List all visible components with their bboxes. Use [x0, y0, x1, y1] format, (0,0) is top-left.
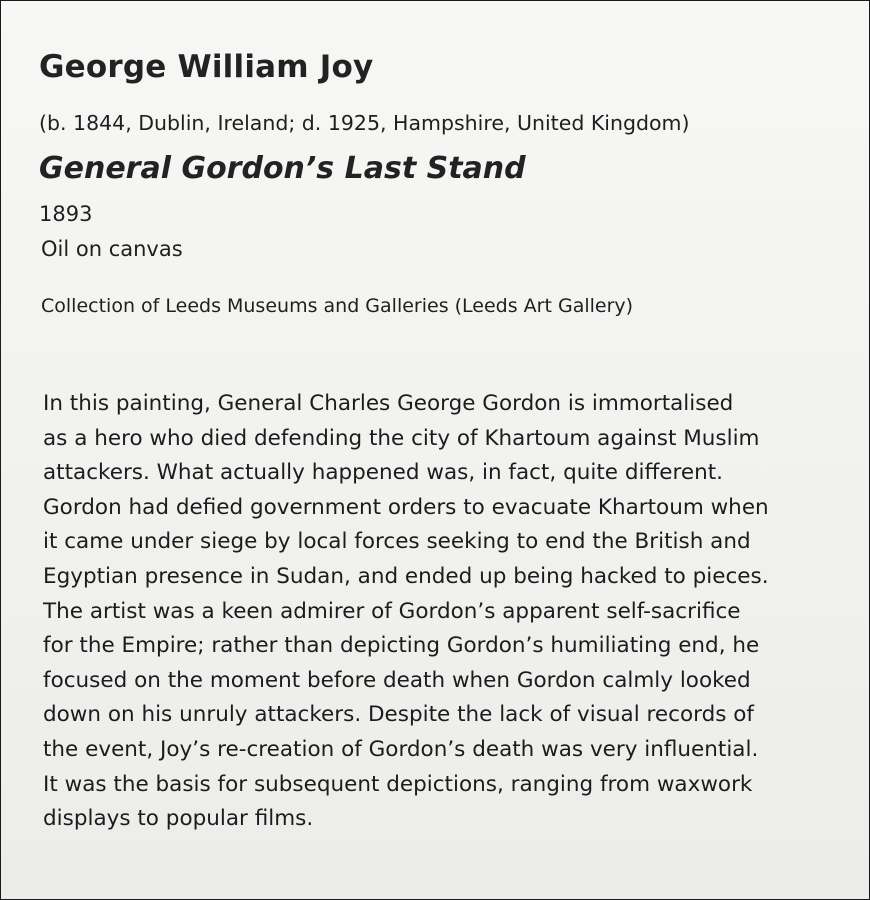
artwork-medium: Oil on canvas [41, 237, 183, 261]
artwork-description [43, 387, 769, 837]
artwork-title: General Gordon’s Last Stand [39, 151, 526, 186]
description-line: The artist was a keen admirer of Gordon’s apparent self-sacrifice [43, 598, 741, 624]
description-line: as a hero who died defending the city of Khartoum against Muslim [43, 425, 760, 451]
description-line: Gordon had defied government orders to evacuate Khartoum when [43, 494, 769, 520]
description-line: It was the basis for subsequent depictions, ranging from waxwork [43, 771, 753, 797]
description-line: the event, Joy’s re-creation of Gordon’s death was very influential. [43, 736, 759, 762]
description-line: for the Empire; rather than depicting Gordon’s humiliating end, he [43, 633, 760, 659]
description-line: displays to popular films. [43, 806, 314, 832]
description-line: it came under siege by local forces seeking to end the British and [43, 529, 751, 555]
description-line: focused on the moment before death when Gordon calmly looked [43, 667, 751, 693]
artwork-year: 1893 [39, 202, 93, 226]
description-line: attackers. What actually happened was, in fact, quite different. [43, 460, 723, 486]
artwork-collection: Collection of Leeds Museums and Galleries (Leeds Art Gallery) [41, 295, 634, 317]
description-line: Egyptian presence in Sudan, and ended up being hacked to pieces. [43, 563, 769, 589]
description-line: down on his unruly attackers. Despite the lack of visual records of [43, 702, 754, 728]
description-line: In this painting, General Charles George Gordon is immortalised [43, 391, 734, 416]
artist-lifespan: (b. 1844, Dublin, Ireland; d. 1925, Hampshire, United Kingdom) [39, 111, 690, 135]
artist-name: George William Joy [39, 49, 374, 85]
